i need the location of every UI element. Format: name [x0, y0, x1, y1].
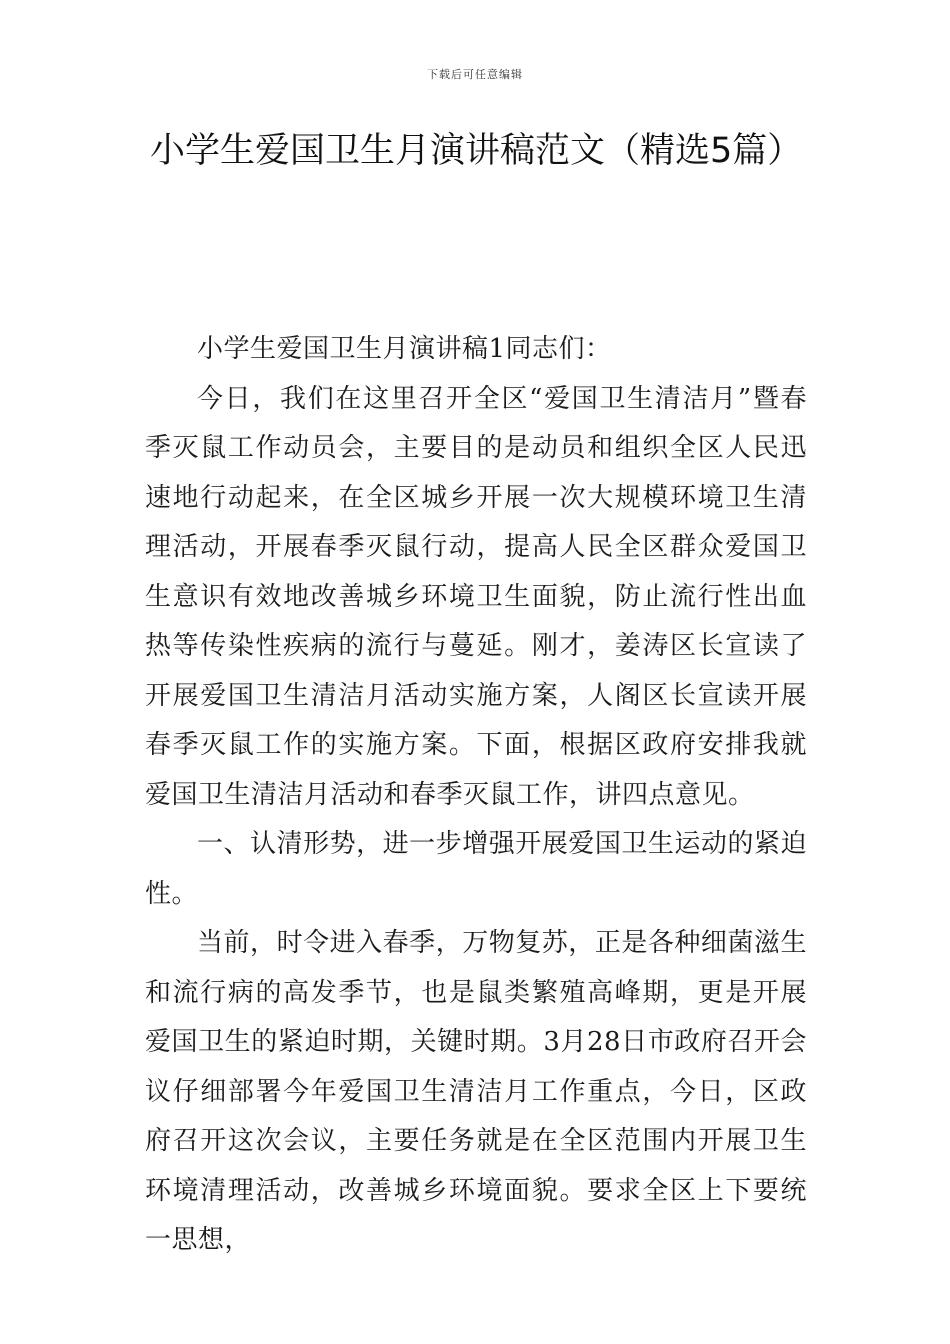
document-body	[145, 325, 807, 1266]
header-note: 下载后可任意编辑	[427, 68, 523, 81]
paragraph-section-one-heading: 一、认清形势，进一步增强开展爱国卫生运动的紧迫性。	[145, 829, 807, 909]
paragraph-section-one-body: 当前，时令进入春季，万物复苏，正是各种细菌滋生和流行病的高发季节，也是鼠类繁殖高峰期，更是开展爱国卫生的紧迫时期，关键时期。3月28日市政府召开会议仔细部署今年爱国卫生清洁月工作重点，今日，区政府召开这次会议，主要任务就是在全区范围内开展卫生环境清理活动，改善城乡环境面貌。要求全区上下要统一思想，	[145, 928, 807, 1255]
paragraph-intro: 今日，我们在这里召开全区“爱国卫生清洁月”暨春季灭鼠工作动员会，主要目的是动员和组织全区人民迅速地行动起来，在全区城乡开展一次大规模环境卫生清理活动，开展春季灭鼠行动，提高人民全区群众爱国卫生意识有效地改善城乡环境卫生面貌，防止流行性出血热等传染性疾病的流行与蔓延。刚才，姜涛区长宣读了开展爱国卫生清洁月活动实施方案，人阁区长宣读开展春季灭鼠工作的实施方案。下面，根据区政府安排我就爱国卫生清洁月活动和春季灭鼠工作，讲四点意见。	[145, 383, 807, 810]
document-title: 小学生爱国卫生月演讲稿范文（精选5篇）	[150, 131, 803, 171]
paragraph-speech-heading: 小学生爱国卫生月演讲稿1同志们：	[197, 334, 612, 364]
